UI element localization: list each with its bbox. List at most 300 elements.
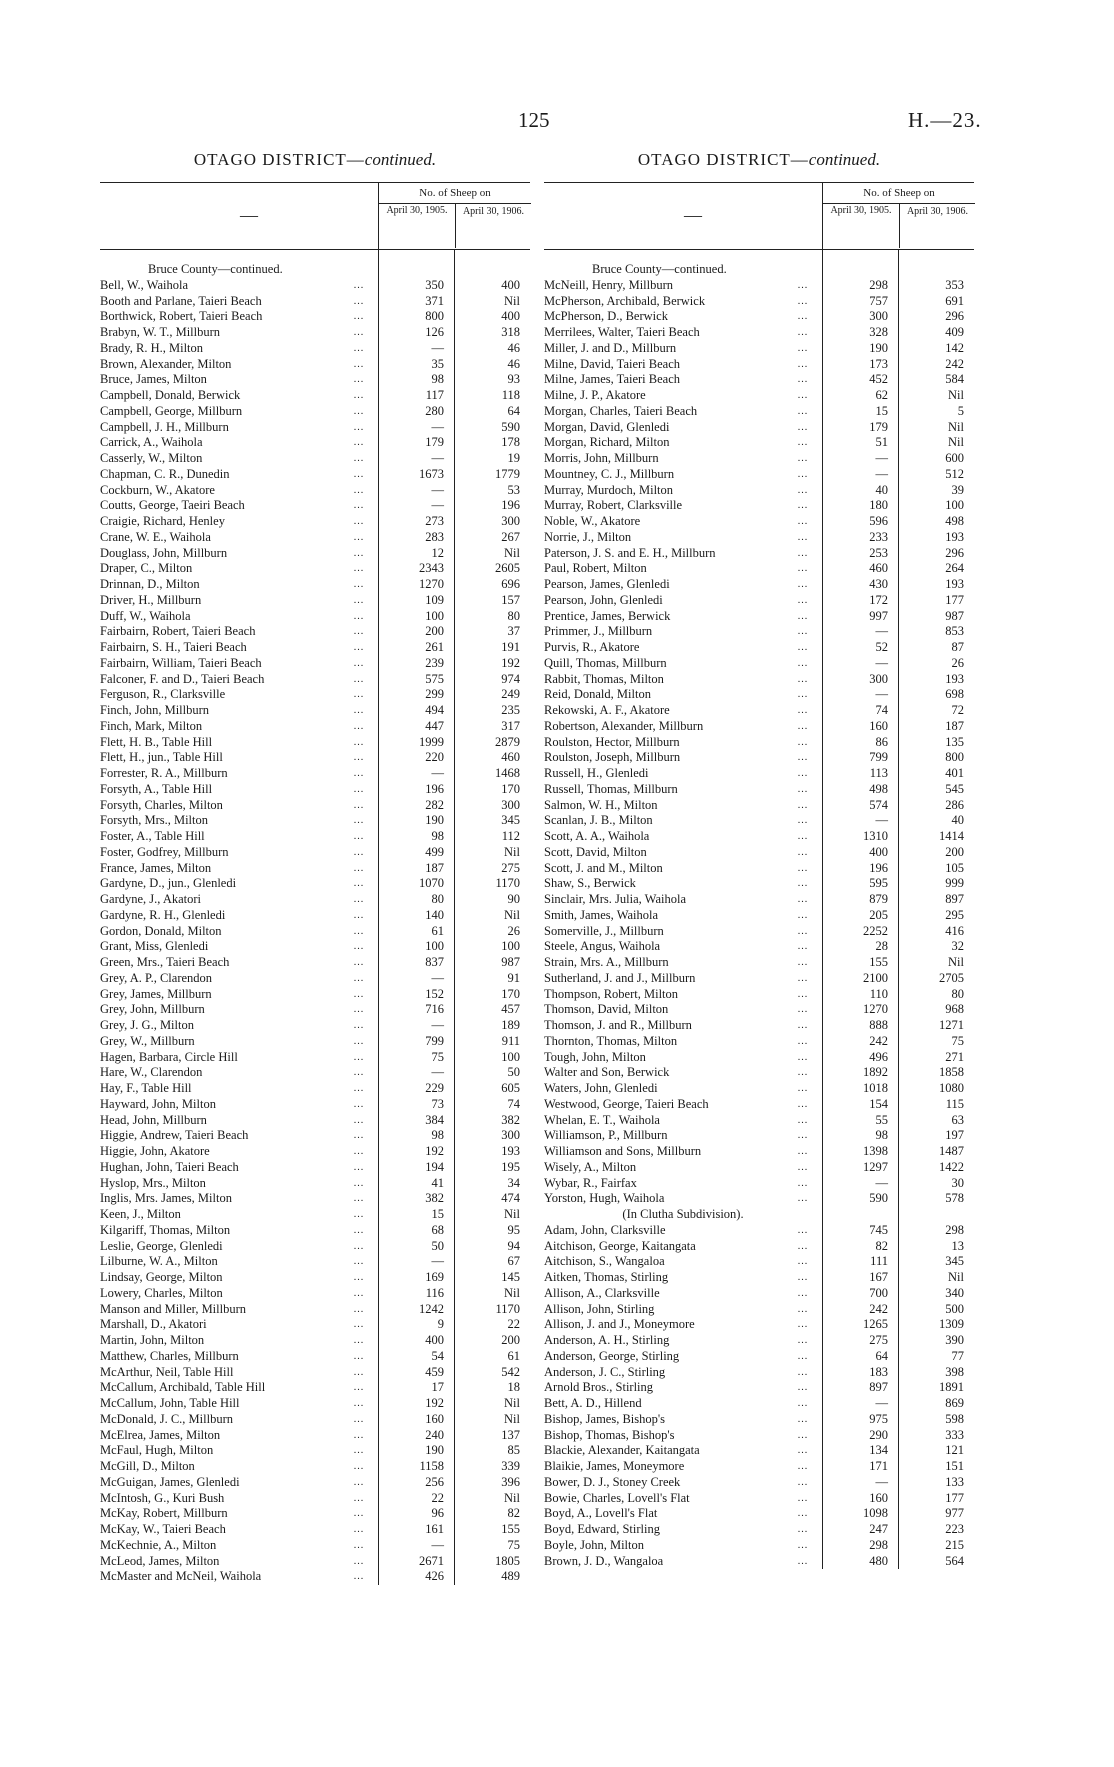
owner-name: Lindsay, George, Milton: [100, 1270, 223, 1284]
leader-dots: ...: [353, 421, 365, 433]
owner-name: McCallum, John, Table Hill: [100, 1396, 240, 1410]
owner-name: Yorston, Hugh, Waihola: [544, 1191, 665, 1206]
leader-dots: ...: [353, 563, 365, 575]
sheep-1906: 2705: [939, 970, 964, 985]
owner-name: Grey, James, Millburn: [100, 986, 212, 1001]
sheep-1905: 28: [875, 939, 888, 954]
owner-name: McFaul, Hugh, Milton: [100, 1443, 214, 1458]
owner-name: Morgan, Richard, Milton: [544, 435, 670, 450]
leader-dots: ...: [353, 878, 365, 890]
sheep-1906: 91: [507, 970, 520, 985]
sheep-1906: 317: [501, 718, 520, 733]
subheading: Bruce County—continued.: [592, 262, 727, 276]
owner-name: Wisely, A., Milton: [544, 1159, 637, 1174]
table-header: [544, 182, 974, 250]
sheep-1905: 220: [425, 750, 444, 765]
leader-dots: ...: [797, 1429, 809, 1441]
sheep-1906: 987: [501, 955, 520, 969]
sheep-1906: 121: [945, 1443, 964, 1458]
sheep-1905: 98: [431, 1128, 444, 1143]
owner-name: McNeill, Henry, Millburn: [544, 277, 674, 292]
sheep-1906: 155: [501, 1522, 520, 1536]
sheep-1905: 282: [425, 797, 444, 812]
leader-dots: ...: [353, 689, 365, 701]
table-row: [544, 498, 974, 514]
leader-dots: ...: [797, 342, 809, 354]
sheep-1905: 73: [431, 1096, 444, 1111]
sheep-1906: 295: [945, 907, 964, 922]
sheep-1906: 598: [945, 1411, 964, 1426]
owner-name: Pearson, John, Glenledi: [544, 592, 663, 607]
owner-name: Brown, Alexander, Milton: [100, 356, 232, 371]
table-row: [544, 325, 974, 341]
owner-name: Flett, H. B., Table Hill: [100, 734, 213, 749]
table-row: [544, 892, 974, 908]
sheep-1905: 51: [875, 435, 888, 450]
leader-dots: ...: [353, 279, 365, 291]
sheep-1906: Nil: [504, 545, 520, 560]
leader-dots: ...: [353, 894, 365, 905]
sheep-1905: 15: [431, 1207, 444, 1221]
table-row: [100, 624, 530, 640]
owner-name: Smith, James, Waihola: [544, 907, 659, 922]
owner-name: Bishop, James, Bishop's: [544, 1411, 666, 1426]
table-row: [544, 530, 974, 546]
sheep-1905: 200: [425, 624, 444, 639]
table-row: [544, 483, 974, 499]
sheep-1905: —: [875, 813, 888, 828]
leader-dots: ...: [797, 1413, 809, 1425]
sheep-1906: 193: [945, 671, 964, 686]
table-row: [544, 1317, 974, 1333]
leader-dots: ...: [797, 799, 809, 811]
sheep-1905: 400: [869, 844, 888, 859]
leader-dots: ...: [797, 1382, 809, 1394]
sheep-1906: Nil: [504, 1207, 520, 1221]
leader-dots: ...: [353, 1303, 365, 1315]
leader-dots: ...: [797, 972, 809, 984]
leader-dots: ...: [353, 642, 365, 653]
owner-name: Lilburne, W. A., Milton: [100, 1254, 218, 1269]
leader-dots: ...: [353, 1067, 365, 1079]
owner-name: McDonald, J. C., Millburn: [100, 1411, 233, 1426]
leader-dots: ...: [353, 720, 365, 732]
sheep-1905: 290: [869, 1427, 888, 1442]
table-row: [100, 325, 530, 341]
table-row: [544, 435, 974, 451]
leader-dots: ...: [353, 1004, 365, 1016]
leader-dots: ...: [797, 1161, 809, 1173]
district-title: OTAGO DISTRICT—continued.: [637, 150, 881, 169]
table-row: [544, 1396, 974, 1412]
table-row: [544, 467, 974, 483]
sheep-1905: 596: [869, 514, 888, 528]
table-row: [100, 1365, 530, 1381]
table-row: [544, 388, 974, 404]
leader-dots: ...: [353, 783, 365, 795]
owner-name: Grant, Miss, Glenledi: [100, 939, 209, 954]
sheep-1906: 187: [945, 718, 964, 733]
sheep-1906: 112: [501, 829, 520, 843]
owner-name: McKay, Robert, Millburn: [100, 1506, 228, 1521]
owner-name: Robertson, Alexander, Millburn: [544, 718, 704, 733]
sheep-1905: 350: [425, 277, 444, 292]
table-row: [544, 1097, 974, 1113]
leader-dots: ...: [797, 594, 809, 606]
owner-name: McPherson, D., Berwick: [544, 309, 668, 324]
sheep-1905: 100: [425, 608, 444, 623]
leader-dots: ...: [797, 909, 809, 921]
table-row: [100, 1443, 530, 1459]
sheep-1905: 253: [869, 545, 888, 560]
table-row: [100, 1144, 530, 1160]
table-row: [544, 1223, 974, 1239]
leader-dots: ...: [353, 594, 365, 606]
table-row: [100, 372, 530, 388]
table-row: [100, 1522, 530, 1538]
leader-dots: ...: [797, 642, 809, 653]
table-row: [100, 640, 530, 656]
table-row: [100, 1317, 530, 1333]
table-row: [100, 1380, 530, 1396]
sheep-1906: 19: [507, 451, 520, 465]
owner-name: Aitchison, S., Wangaloa: [544, 1254, 665, 1269]
owner-name: Martin, John, Milton: [100, 1333, 205, 1347]
sheep-1906: 1309: [939, 1317, 964, 1332]
leader-dots: ...: [353, 657, 365, 669]
owner-name: Thompson, Robert, Milton: [544, 986, 679, 1001]
table-row: [544, 861, 974, 877]
leader-dots: ...: [797, 1146, 809, 1157]
sheep-1906: Nil: [504, 1285, 520, 1300]
owner-name: Norrie, J., Milton: [544, 529, 632, 544]
leader-dots: ...: [353, 342, 365, 354]
leader-dots: ...: [353, 1350, 365, 1362]
table-row: [100, 1223, 530, 1239]
sheep-1906: 192: [501, 655, 520, 670]
sheep-1906: 100: [945, 498, 964, 513]
table-row: [100, 1128, 530, 1144]
owner-name: McLeod, James, Milton: [100, 1553, 220, 1568]
sheep-1906: 489: [501, 1569, 520, 1584]
leader-dots: ...: [797, 720, 809, 732]
owner-name: Casserly, W., Milton: [100, 451, 203, 465]
leader-dots: ...: [797, 1051, 809, 1063]
sheep-1906: 61: [507, 1348, 520, 1363]
sheep-1906: 170: [501, 986, 520, 1001]
table-row: [100, 1113, 530, 1129]
leader-dots: ...: [353, 925, 365, 937]
sheep-1906: 85: [507, 1443, 520, 1458]
sheep-1905: 595: [869, 876, 888, 891]
leader-dots: ...: [353, 390, 365, 401]
table-row: [100, 1254, 530, 1270]
owner-name: Gordon, Donald, Milton: [100, 923, 222, 938]
owner-name: Morris, John, Millburn: [544, 451, 659, 465]
owner-name: Forsyth, A., Table Hill: [100, 781, 213, 796]
owner-name: Drinnan, D., Milton: [100, 577, 200, 591]
table-row: [544, 1443, 974, 1459]
sheep-1906: Nil: [504, 907, 520, 922]
table-row: [544, 1538, 974, 1554]
table-row: [100, 908, 530, 924]
sheep-1905: —: [875, 451, 888, 465]
sheep-1905: 800: [425, 309, 444, 324]
table-row: [100, 420, 530, 436]
owner-name: Primmer, J., Millburn: [544, 624, 653, 639]
sheep-1906: 95: [507, 1222, 520, 1237]
sheep-1905: 1999: [419, 734, 444, 749]
table-row: [100, 404, 530, 420]
name-column-header: —: [240, 205, 258, 225]
leader-dots: ...: [797, 327, 809, 338]
leader-dots: ...: [797, 752, 809, 764]
table-row: [100, 451, 530, 467]
sheep-1906: 80: [507, 608, 520, 623]
leader-dots: ...: [797, 1272, 809, 1283]
sheep-count-title: No. of Sheep on: [379, 183, 531, 204]
table-row: [544, 766, 974, 782]
leader-dots: ...: [353, 1319, 365, 1331]
leader-dots: ...: [353, 1098, 365, 1110]
sheep-1905: 575: [425, 671, 444, 686]
leader-dots: ...: [353, 1476, 365, 1488]
table-row: [100, 1207, 530, 1223]
sheep-1905: —: [875, 687, 888, 702]
sheep-1906: 46: [507, 356, 520, 371]
leader-dots: ...: [797, 1303, 809, 1315]
sheep-1906: 911: [501, 1033, 520, 1048]
leader-dots: ...: [353, 815, 365, 827]
sheep-1905: 382: [425, 1191, 444, 1206]
table-row: [100, 703, 530, 719]
sheep-1906: 87: [951, 640, 964, 654]
table-row: [544, 1113, 974, 1129]
table-row: [544, 656, 974, 672]
owner-name: Fairbairn, Robert, Taieri Beach: [100, 624, 256, 639]
owner-name: Russell, H., Glenledi: [544, 766, 649, 780]
sheep-1905: 897: [869, 1380, 888, 1395]
leader-dots: ...: [353, 1524, 365, 1535]
owner-name: Kilgariff, Thomas, Milton: [100, 1222, 231, 1237]
owner-name: Milne, J. P., Akatore: [544, 388, 646, 402]
sheep-1906: 498: [945, 514, 964, 528]
sheep-1906: Nil: [504, 844, 520, 859]
leader-dots: ...: [797, 1287, 809, 1299]
sheep-1906: Nil: [504, 1396, 520, 1410]
sheep-1906: 32: [951, 939, 964, 954]
table-row: [100, 1333, 530, 1349]
table-row: [100, 876, 530, 892]
leader-dots: ...: [353, 909, 365, 921]
sheep-1906: 191: [501, 640, 520, 654]
sheep-1905: 494: [425, 703, 444, 717]
leader-dots: ...: [797, 516, 809, 527]
owner-name: Hare, W., Clarendon: [100, 1065, 203, 1080]
table-row: [544, 341, 974, 357]
leader-dots: ...: [797, 358, 809, 370]
owner-name: Higgie, John, Akatore: [100, 1144, 210, 1158]
owner-name: Russell, Thomas, Millburn: [544, 781, 678, 796]
sheep-1905: —: [875, 655, 888, 670]
sheep-1905: 452: [869, 372, 888, 387]
leader-dots: ...: [353, 1224, 365, 1236]
owner-name: Quill, Thomas, Millburn: [544, 655, 667, 670]
table-row: [100, 782, 530, 798]
sheep-1905: 96: [431, 1506, 444, 1521]
owner-name: Hughan, John, Taieri Beach: [100, 1159, 239, 1174]
sheep-1905: 190: [425, 1443, 444, 1458]
sheep-1905: —: [431, 1254, 444, 1269]
leader-dots: ...: [353, 1508, 365, 1520]
table-row: [544, 609, 974, 625]
owner-name: Forsyth, Charles, Milton: [100, 797, 223, 812]
owner-name: Pearson, James, Glenledi: [544, 577, 670, 591]
owner-name: Prentice, James, Berwick: [544, 608, 671, 623]
sheep-1905: 447: [425, 718, 444, 733]
table-row: [100, 278, 530, 294]
sheep-1905: —: [875, 466, 888, 481]
sheep-1906: 142: [945, 340, 964, 355]
table-row: [544, 1050, 974, 1066]
table-row: [100, 813, 530, 829]
sheep-1905: 40: [875, 482, 888, 497]
table-row: [100, 1002, 530, 1018]
table-row: [544, 1286, 974, 1302]
sheep-1905: 171: [869, 1459, 888, 1473]
leader-dots: ...: [353, 941, 365, 953]
table-row: [544, 750, 974, 766]
table-row: [544, 687, 974, 703]
table-row: [100, 546, 530, 562]
sheep-1905: 300: [869, 309, 888, 324]
leader-dots: ...: [797, 1098, 809, 1110]
sheep-1906: 264: [945, 561, 964, 576]
sheep-1905: 68: [431, 1222, 444, 1237]
sheep-1905: 328: [869, 325, 888, 339]
leader-dots: ...: [797, 610, 809, 622]
sheep-count-header: [822, 183, 975, 249]
leader-dots: ...: [353, 752, 365, 764]
owner-name: McGill, D., Milton: [100, 1459, 195, 1473]
table-row: [544, 1191, 974, 1207]
table-row: [100, 892, 530, 908]
owner-name: McKechnie, A., Milton: [100, 1537, 217, 1552]
sheep-1906: 1170: [495, 1301, 520, 1316]
owner-name: Aitchison, George, Kaitangata: [544, 1238, 696, 1253]
sheep-1906: 178: [501, 435, 520, 450]
sheep-1906: 22: [507, 1317, 520, 1332]
sheep-1906: 853: [945, 624, 964, 639]
sheep-1906: 987: [945, 608, 964, 623]
table-row: [544, 1018, 974, 1034]
sheep-1906: 235: [501, 703, 520, 717]
owner-name: Adam, John, Clarksville: [544, 1222, 666, 1237]
owner-name: Ferguson, R., Clarksville: [100, 687, 226, 702]
leader-dots: ...: [797, 626, 809, 638]
sheep-1906: 340: [945, 1285, 964, 1300]
owner-name: Williamson, P., Millburn: [544, 1128, 668, 1143]
owner-name: Milne, David, Taieri Beach: [544, 356, 681, 371]
sheep-1905: 140: [425, 907, 444, 922]
table-row: [544, 514, 974, 530]
leader-dots: ...: [353, 1209, 365, 1220]
table-row: [544, 577, 974, 593]
leader-dots: ...: [797, 1224, 809, 1236]
sheep-1905: 242: [869, 1033, 888, 1048]
sheep-1905: 134: [869, 1443, 888, 1458]
sheep-1905: 41: [431, 1175, 444, 1190]
sheep-1905: 35: [431, 356, 444, 371]
owner-name: McMaster and McNeil, Waihola: [100, 1569, 262, 1584]
table-row: [100, 498, 530, 514]
sheep-1905: 1018: [863, 1081, 888, 1095]
leader-dots: ...: [797, 894, 809, 905]
name-column-header: —: [684, 205, 702, 225]
leader-dots: ...: [797, 1555, 809, 1567]
leader-dots: ...: [353, 1020, 365, 1031]
table-row: [544, 561, 974, 577]
sheep-1906: 34: [507, 1175, 520, 1190]
table-row: [544, 357, 974, 373]
sheep-1906: 100: [501, 939, 520, 954]
leader-dots: ...: [353, 1492, 365, 1504]
table-row: [544, 1270, 974, 1286]
sheep-1905: 256: [425, 1474, 444, 1489]
leader-dots: ...: [797, 768, 809, 779]
leader-dots: ...: [797, 862, 809, 874]
sheep-1906: 584: [945, 372, 964, 387]
table-row: [100, 1491, 530, 1507]
owner-name: Westwood, George, Taieri Beach: [544, 1096, 709, 1111]
table-row: [100, 750, 530, 766]
table-row: [544, 908, 974, 924]
owner-name: Blaikie, James, Moneymore: [544, 1459, 685, 1473]
owner-name: Hayward, John, Milton: [100, 1096, 216, 1111]
sheep-1905: 1270: [863, 1002, 888, 1017]
leader-dots: ...: [353, 579, 365, 590]
sheep-1905: 55: [875, 1112, 888, 1127]
table-row: [544, 1475, 974, 1491]
owner-name: Finch, Mark, Milton: [100, 718, 203, 733]
table-row: [100, 1018, 530, 1034]
owner-name: Grey, W., Millburn: [100, 1033, 195, 1048]
leader-dots: ...: [353, 1398, 365, 1409]
right-column: [544, 150, 974, 1569]
leader-dots: ...: [353, 1413, 365, 1425]
owner-name: Whelan, E. T., Waihola: [544, 1112, 660, 1127]
sheep-1906: 177: [945, 1490, 964, 1505]
sheep-1905: 280: [425, 403, 444, 418]
sheep-1905: 426: [425, 1569, 444, 1584]
sheep-1905: —: [431, 340, 444, 355]
owner-name: Merrilees, Walter, Taieri Beach: [544, 325, 700, 339]
sheep-1906: 300: [501, 1128, 520, 1143]
sheep-1905: 155: [869, 955, 888, 969]
sheep-1906: 118: [501, 388, 520, 402]
sheep-1906: 318: [501, 325, 520, 339]
sheep-1905: 12: [431, 545, 444, 560]
sheep-1906: 271: [945, 1049, 964, 1064]
table-row: [100, 1050, 530, 1066]
leader-dots: ...: [797, 1004, 809, 1016]
sheep-1905: 1398: [863, 1144, 888, 1158]
sheep-1906: Nil: [948, 419, 964, 434]
sheep-1906: 400: [501, 309, 520, 324]
owner-name: Wybar, R., Fairfax: [544, 1175, 637, 1190]
leader-dots: ...: [797, 1035, 809, 1047]
sheep-1905: 799: [425, 1033, 444, 1048]
